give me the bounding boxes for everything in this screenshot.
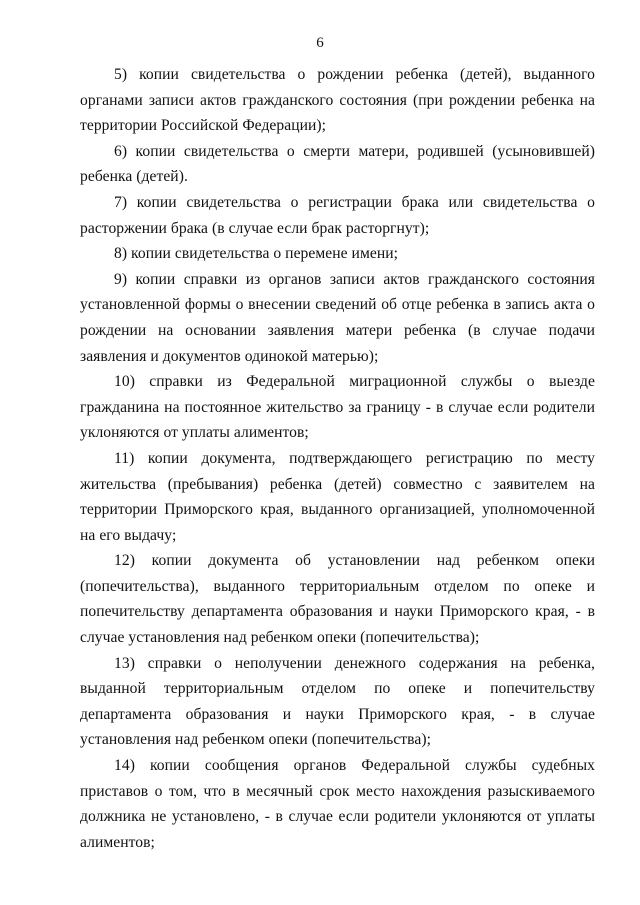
list-item-9: 9) копии справки из органов записи актов гражданского состояния установленной формы о внесении сведений об отце ребенка в запись акта о рождении на основании заявления матери ребенка (в случае подачи заявления и документов одинокой матерью); — [80, 270, 595, 365]
list-item-10: 10) справки из Федеральной миграционной службы о выезде гражданина на постоянное жительство за границу - в случае если родители уклоняются от уплаты алиментов; — [80, 373, 595, 442]
list-item-12: 12) копии документа об установлении над ребенком опеки (попечительства), выданного территориальным отделом по опеке и попечительству департамента образования и науки Приморского края, - в случае установления над ребенком опеки (попечительства); — [80, 552, 595, 647]
list-item-5: 5) копии свидетельства о рождении ребенка (детей), выданного органами записи актов гражданского состояния (при рождении ребенка на территории Российской Федерации); — [80, 66, 595, 135]
list-item-7: 7) копии свидетельства о регистрации брака или свидетельства о расторжении брака (в случае если брак расторгнут); — [80, 193, 595, 237]
list-item-8: 8) копии свидетельства о перемене имени; — [114, 245, 399, 263]
page-number: 6 — [316, 35, 324, 51]
document-body — [80, 62, 595, 855]
list-item-11: 11) копии документа, подтверждающего регистрацию по месту жительства (пребывания) ребенка (детей) совместно с заявителем на территории Приморского края, выданного организацией, уполномоченной на его выдачу; — [80, 449, 595, 544]
list-item-14: 14) копии сообщения органов Федеральной службы судебных приставов о том, что в месячный срок место нахождения разыскиваемого должника не установлено, - в случае если родители уклоняются от уплаты алиментов; — [80, 757, 595, 851]
list-item-6: 6) копии свидетельства о смерти матери, родившей (усыновившей) ребенка (детей). — [80, 142, 595, 186]
list-item-13: 13) справки о неполучении денежного содержания на ребенка, выданной территориальным отделом по опеке и попечительству департамента образования и науки Приморского края, - в случае установления над ребенком опеки (попечительства); — [80, 654, 595, 749]
